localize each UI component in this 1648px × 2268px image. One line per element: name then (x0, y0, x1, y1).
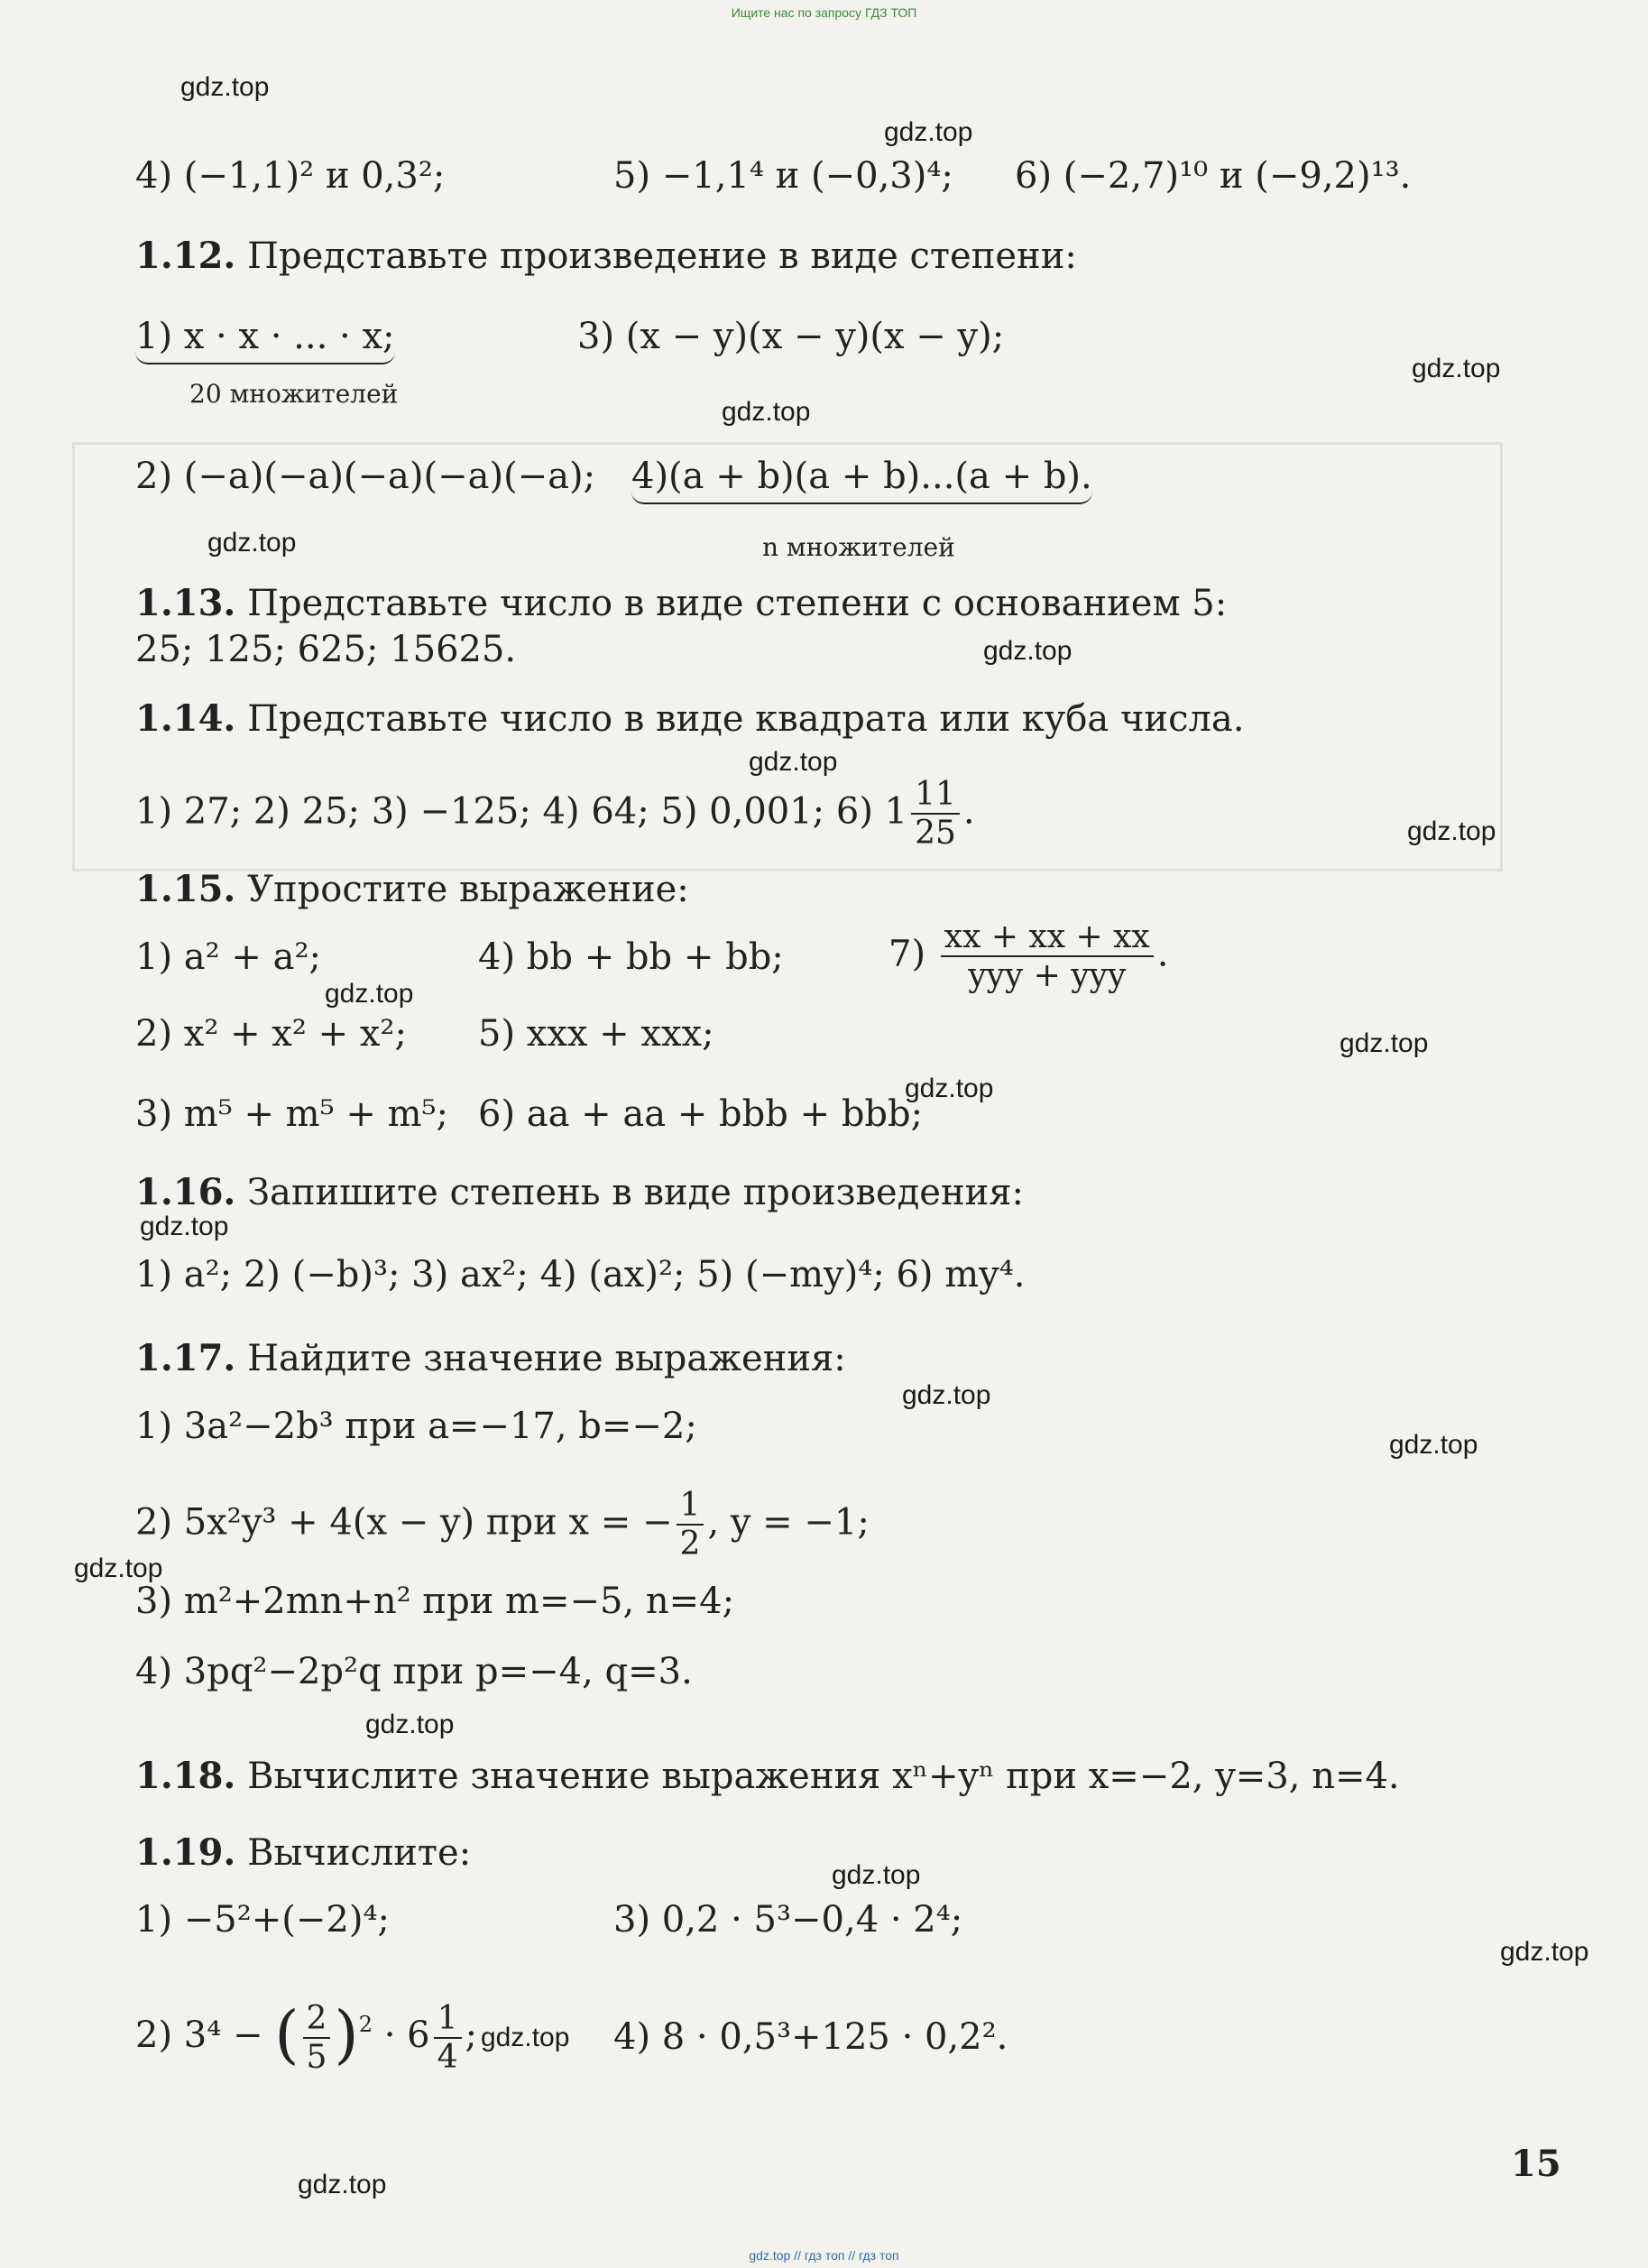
p11-item-5: 5) −1,1⁴ и (−0,3)⁴; (613, 155, 953, 197)
p16-title: Запишите степень в виде произведения: (247, 1172, 1024, 1213)
p15-title: Упростите выражение: (247, 869, 689, 910)
p14-heading (135, 697, 1244, 740)
watermark: gdz.top (884, 117, 973, 147)
p12-number: 1.12. (135, 235, 236, 277)
watermark: gdz.top (1500, 1937, 1589, 1967)
watermark: gdz.top (902, 1380, 991, 1410)
p15-item-3: 3) m⁵ + m⁵ + m⁵; (135, 1093, 449, 1135)
p19-item-2: 2) 3⁴ − ( $\frac{2}{5}$ )$^2$ · 6 $\frac{1}{4}$ ; (135, 1997, 478, 2076)
watermark: gdz.top (365, 1710, 455, 1739)
p13-number: 1.13. (135, 582, 236, 624)
p17-heading (135, 1337, 846, 1379)
p12-title: Представьте произведение в виде степени: (247, 235, 1077, 277)
p17-item-2-a: 2) 5x²y³ + 4(x − y) при x = − (135, 1501, 673, 1544)
p15-number: 1.15. (135, 868, 236, 910)
watermark: gdz.top (1389, 1430, 1478, 1460)
p15-item-1: 1) a² + a²; (135, 936, 321, 978)
p13-title: Представьте число в виде степени с основанием 5: (247, 583, 1228, 624)
p12-item-1-note: 20 множителей (189, 379, 399, 409)
paren-right: ) (334, 1997, 359, 2071)
p15-item-7: 7) $\frac{xx + xx + xx}{\text{yyy + yyy}}$ . (888, 918, 1169, 995)
p19-item-2-mixed-fraction (434, 2000, 462, 2077)
p14-title: Представьте число в виде квадрата или куба числа. (247, 698, 1245, 740)
p12-item-2: 2) (−a)(−a)(−a)(−a)(−a); (135, 456, 596, 497)
p15-item-6: 6) aa + aa + bbb + bbb; (478, 1093, 924, 1135)
p19-item-2-b: · 6 (383, 2014, 430, 2056)
p13-heading (135, 582, 1227, 624)
p12-item-4 (631, 456, 1092, 497)
watermark: gdz.top (749, 747, 838, 777)
p19-item-4: 4) 8 · 0,5³+125 · 0,2². (613, 2016, 1008, 2058)
p17-item-3: 3) m²+2mn+n² при m=−5, n=4; (135, 1581, 735, 1622)
p14-fraction (911, 776, 960, 853)
watermark: gdz.top (207, 528, 297, 558)
p14-items: 1) 27; 2) 25; 3) −125; 4) 64; 5) 0,001; 6) 1 $\frac{11}{25}$ . (135, 776, 975, 853)
p15-heading (135, 868, 689, 910)
watermark: gdz.top (1407, 816, 1496, 846)
p11-item-6: 6) (−2,7)¹⁰ и (−9,2)¹³. (1015, 155, 1412, 197)
p15-item-7-label: 7) (888, 933, 926, 975)
watermark: gdz.top (832, 1860, 921, 1890)
watermark: gdz.top (298, 2170, 387, 2199)
p12-item-4-expr: 4)(a + b)(a + b)...(a + b). (631, 456, 1092, 504)
p18-title: Вычислите значение выражения xⁿ+yⁿ при x=−2, y=3, n=4. (247, 1756, 1400, 1797)
p19-frac-den: 5 (306, 2039, 327, 2076)
p16-heading (135, 1171, 1024, 1213)
p12-item-1 (135, 316, 395, 357)
p19-heading (135, 1831, 471, 1874)
p19-item-2-a: 2) 3⁴ − (135, 2014, 263, 2056)
p12-item-3: 3) (x − y)(x − y)(x − y); (577, 316, 1005, 357)
watermark: gdz.top (983, 636, 1073, 666)
watermark: gdz.top (1340, 1028, 1429, 1058)
p17-number: 1.17. (135, 1337, 236, 1379)
watermark: gdz.top (74, 1553, 163, 1583)
p18-number: 1.18. (135, 1755, 236, 1797)
bottom-banner[interactable]: gdz.top // гдз топ // гдз топ (749, 2248, 899, 2263)
p17-frac-num: 1 (677, 1487, 704, 1526)
watermark: gdz.top (481, 2023, 570, 2052)
p12-item-1-expr: 1) x · x · ... · x; (135, 316, 395, 364)
p17-item-2-b: , y = −1; (707, 1501, 870, 1544)
p13-values: 25; 125; 625; 15625. (135, 629, 517, 670)
p17-item-2-fraction (677, 1487, 704, 1563)
watermark: gdz.top (140, 1212, 229, 1241)
p18-heading (135, 1755, 1400, 1797)
p14-frac-num: 11 (911, 776, 960, 815)
p19-mixed-den: 4 (437, 2039, 458, 2076)
p19-title: Вычислите: (247, 1832, 472, 1874)
watermark: gdz.top (905, 1074, 994, 1103)
p15-item-7-fraction (941, 918, 1154, 995)
watermark: gdz.top (180, 72, 270, 102)
p16-number: 1.16. (135, 1171, 236, 1213)
p19-item-2-c: ; (465, 2014, 478, 2056)
watermark: gdz.top (1412, 354, 1501, 383)
top-banner[interactable]: Ищите нас по запросу ГДЗ ТОП (731, 5, 917, 20)
p15-item-2: 2) x² + x² + x²; (135, 1013, 407, 1055)
p14-number: 1.14. (135, 697, 236, 740)
p17-item-2 (135, 1487, 870, 1563)
p17-item-4: 4) 3pq²−2p²q при p=−4, q=3. (135, 1651, 693, 1692)
p17-item-1: 1) 3a²−2b³ при a=−17, b=−2; (135, 1406, 697, 1447)
p15-item-7-num: xx + xx + xx (941, 918, 1154, 957)
p15-item-7-den: yyy + yyy (968, 957, 1127, 995)
p19-frac-num: 2 (303, 2000, 331, 2039)
p11-item-4: 4) (−1,1)² и 0,3²; (135, 155, 446, 197)
p17-frac-den: 2 (679, 1526, 701, 1563)
p19-item-1: 1) −5²+(−2)⁴; (135, 1899, 390, 1941)
page-number: 15 (1511, 2143, 1561, 2185)
watermark: gdz.top (722, 397, 811, 427)
p12-heading (135, 235, 1077, 277)
p15-item-5: 5) xxx + xxx; (478, 1013, 714, 1055)
p17-title: Найдите значение выражения: (247, 1338, 846, 1379)
p19-number: 1.19. (135, 1831, 236, 1874)
p19-item-2-fraction (303, 2000, 331, 2077)
paren-left: ( (274, 1997, 299, 2071)
p15-item-4: 4) bb + bb + bb; (478, 936, 784, 978)
p14-frac-den: 25 (915, 815, 956, 853)
p19-item-3: 3) 0,2 · 5³−0,4 · 2⁴; (613, 1899, 963, 1941)
p16-items: 1) a²; 2) (−b)³; 3) ax²; 4) (ax)²; 5) (−my)⁴; 6) my⁴. (135, 1254, 1026, 1295)
p19-mixed-num: 1 (434, 2000, 462, 2039)
watermark: gdz.top (325, 979, 414, 1009)
p12-item-4-note: n множителей (762, 532, 955, 562)
p14-items-text: 1) 27; 2) 25; 3) −125; 4) 64; 5) 0,001; 6) 1 (135, 790, 908, 833)
